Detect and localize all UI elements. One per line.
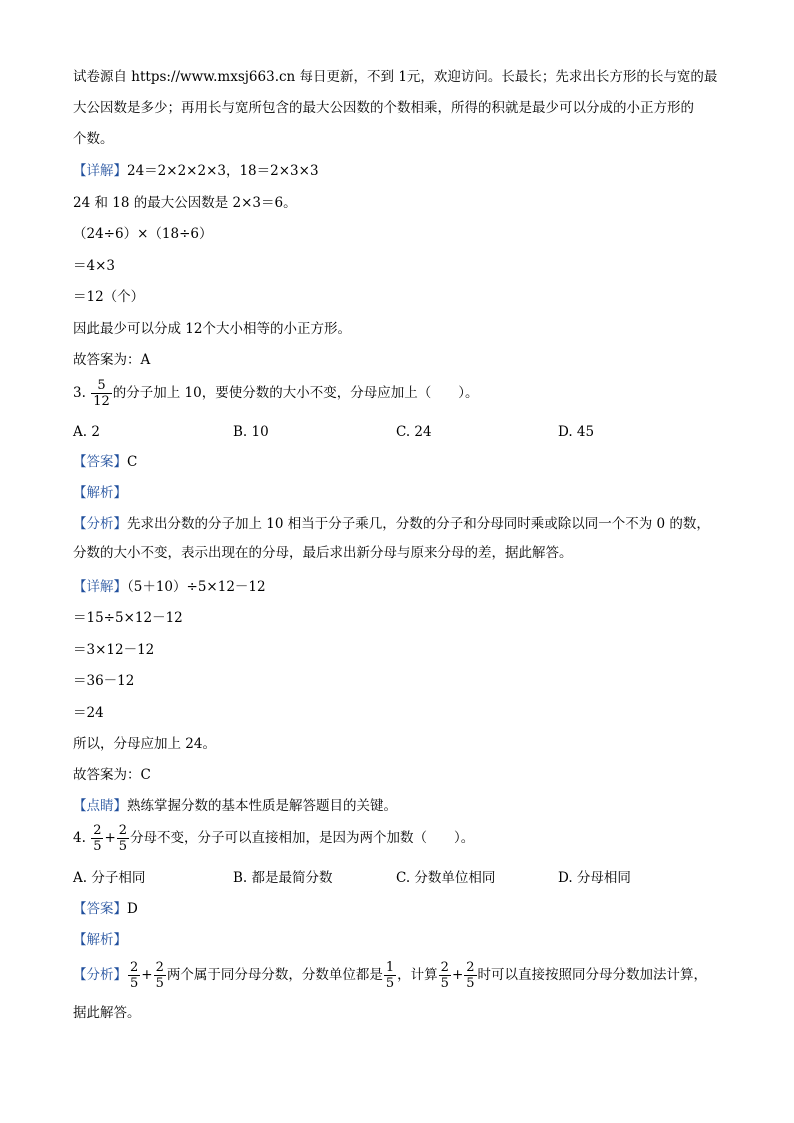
question-text: 分母不变，分子可以直接相加，是因为两个加数（ ）。 [130,830,475,846]
question-4-stem [73,820,474,856]
text-line-8: ＝12（个） [73,289,145,305]
detail-line [73,161,319,181]
question-text: 的分子加上 10，要使分数的大小不变，分母应加上（ ）。 [112,385,479,401]
option-c: C. 24 [396,424,432,440]
analysis-tag: 【解析】 [73,485,127,501]
text-line-9: 因此最少可以分成 12个大小相等的小正方形。 [73,321,351,337]
option-d: D. 45 [558,424,595,440]
detail-step-2: ＝15÷5×12－12 [73,610,183,626]
answer-tag: 【答案】 [73,901,127,917]
dianjing-tag: 【点睛】 [73,798,127,814]
fraction-2-5: $\frac{2}{5}$ [93,823,102,854]
dianjing-line [73,796,397,816]
text-line-7: ＝4×3 [73,258,115,274]
detail-line-q3 [73,577,266,597]
plus-sign: + [104,830,116,846]
fraction-2-5: $\frac{2}{5}$ [130,960,139,991]
analysis-paragraph [73,510,733,568]
text-line-1: 试卷源自 https://www.mxsj663.cn 每日更新，不到 1元，欢迎访问。长最长；先求出长方形的长与宽的最 [73,69,718,85]
detail-step-4: ＝36－12 [73,673,135,689]
fraction-1-5: $\frac{1}{5}$ [385,960,395,991]
conclusion-line: 所以，分母应加上 24。 [73,736,216,752]
answer-value: C [127,454,138,470]
detail-tag: 【详解】 [73,163,127,179]
question-number: 4. [73,830,86,846]
detail-text: 24＝2×2×2×3，18＝2×3×3 [127,163,319,179]
fenxi-text-c: 时可以直接按照同分母分数加法计算， [477,967,708,983]
option-b: B. 都是最简分数 [233,870,333,886]
plus-sign: + [451,967,464,983]
analysis-tag: 【解析】 [73,932,127,948]
fraction-2-5: $\frac{2}{5}$ [440,960,449,991]
option-a: A. 2 [73,424,100,440]
answer-line [73,452,137,472]
detail-step-1: （5＋10）÷5×12－12 [127,579,266,595]
fraction-2-5: $\frac{2}{5}$ [466,960,475,991]
final-answer-line: 故答案为：C [73,767,151,783]
text-line-10: 故答案为：A [73,352,151,368]
option-d: D. 分母相同 [558,870,631,886]
fenxi-text-2: 据此解答。 [73,1005,141,1021]
option-c: C. 分数单位相同 [396,870,496,886]
fraction-2-5: $\frac{2}{5}$ [118,823,128,854]
fenxi-text-b: ，计算 [397,967,438,983]
fraction-5-12: $\frac{5}{12}$ [93,378,110,409]
detail-step-3: ＝3×12－12 [73,642,155,658]
option-b: B. 10 [233,424,269,440]
text-line-2: 大公因数是多少；再用长与宽所包含的最大公因数的个数相乘，所得的积就是最少可以分成的小正方形的 [73,100,694,116]
fenxi-text-2: 分数的大小不变，表示出现在的分母，最后求出新分母与原来分母的差，据此解答。 [73,545,573,561]
detail-step-5: ＝24 [73,705,104,721]
answer-value: D [127,901,138,917]
detail-tag: 【详解】 [73,579,127,595]
dianjing-text: 熟练掌握分数的基本性质是解答题目的关键。 [127,798,397,814]
question-number: 3. [73,385,86,401]
fenxi-text-a: 两个属于同分母分数，分数单位都是 [166,967,383,983]
text-line-5: 24 和 18 的最大公因数是 2×3＝6。 [73,195,297,211]
analysis-line-q4 [73,955,707,995]
option-a: A. 分子相同 [73,870,146,886]
question-3-stem [73,377,478,409]
answer-line [73,899,138,919]
fraction-2-5: $\frac{2}{5}$ [155,960,164,991]
fenxi-tag: 【分析】 [73,967,127,983]
fenxi-tag: 【分析】 [73,516,127,532]
answer-tag: 【答案】 [73,454,127,470]
fenxi-text-1: 先求出分数的分子加上 10 相当于分子乘几，分数的分子和分母同时乘或除以同一个不为 0 的数， [127,516,710,532]
plus-sign: + [141,967,153,983]
text-line-6: （24÷6）×（18÷6） [73,226,213,242]
text-line-3: 个数。 [73,131,114,147]
